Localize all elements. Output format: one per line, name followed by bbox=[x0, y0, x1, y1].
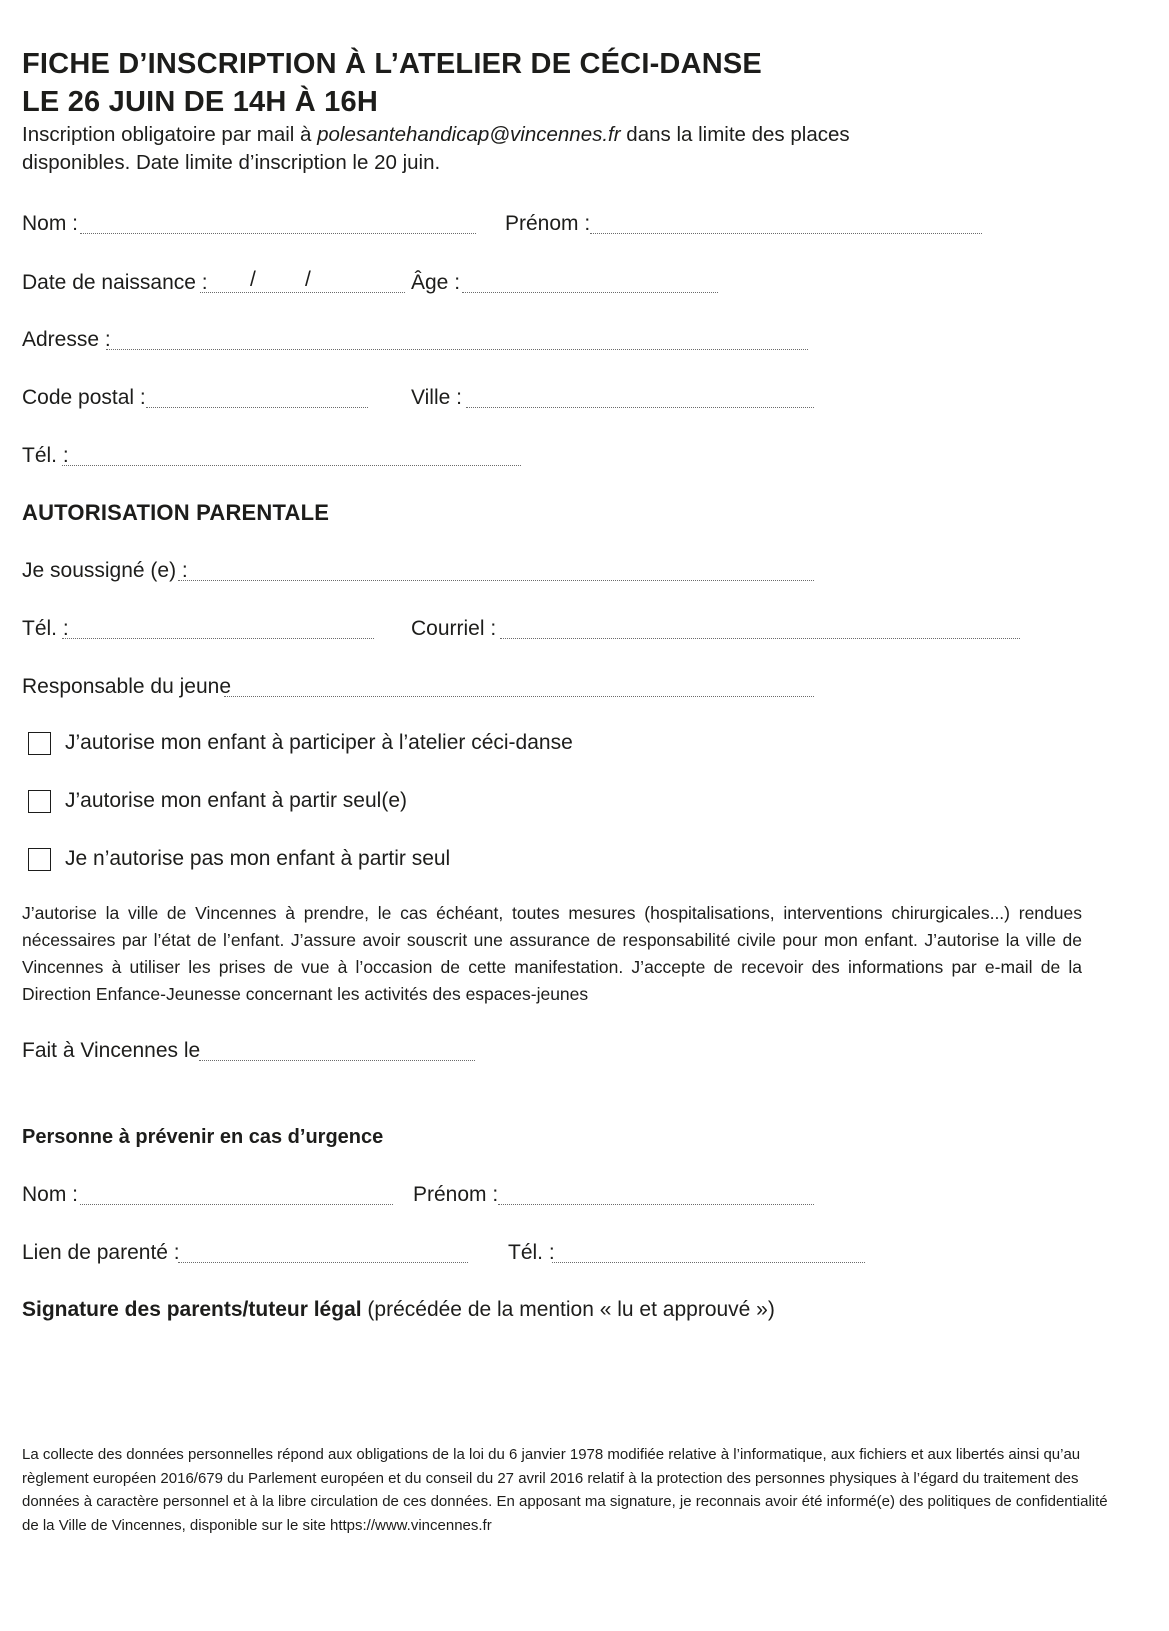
tel-label: Tél. : bbox=[22, 444, 69, 467]
fait-a-label: Fait à Vincennes le bbox=[22, 1039, 201, 1062]
date-separator: / bbox=[250, 268, 256, 291]
urgence-tel-field[interactable] bbox=[552, 1262, 865, 1263]
page-title: FICHE D’INSCRIPTION À L’ATELIER DE CÉCI-DANSE bbox=[22, 48, 762, 80]
prenom-field[interactable] bbox=[590, 233, 982, 234]
autorisation-paragraph: J’autorise la ville de Vincennes à prendre, le cas échéant, toutes mesures (hospitalisations, interventions chirurgicales...) rendues nécessaires par l’état de l’enfant. J’assure avoir souscrit une assurance de responsabilité civile pour mon enfant. J’autorise la ville de Vincennes à utiliser les prises de vue à l’occasion de cette manifestation. J’accepte de recevoir des informations par e-mail de la Direction Enfance-Jeunesse concernant les activités des espaces-jeunes bbox=[22, 903, 1082, 1004]
intro-suffix: dans la limite des places bbox=[620, 123, 850, 146]
intro-line-1 bbox=[22, 121, 850, 149]
urgence-prenom-label: Prénom : bbox=[413, 1183, 499, 1206]
code-postal-label: Code postal : bbox=[22, 386, 146, 409]
checkbox[interactable] bbox=[28, 732, 51, 755]
parent-tel-label: Tél. : bbox=[22, 617, 69, 640]
nom-field[interactable] bbox=[80, 233, 476, 234]
fait-a-field[interactable] bbox=[199, 1060, 475, 1061]
parent-tel-field[interactable] bbox=[62, 638, 374, 639]
option-label: Je n’autorise pas mon enfant à partir seul bbox=[65, 847, 451, 870]
urgence-nom-label: Nom : bbox=[22, 1183, 79, 1206]
checkbox[interactable] bbox=[28, 848, 51, 871]
page-subtitle: LE 26 JUIN DE 14H À 16H bbox=[22, 86, 378, 118]
option-label: J’autorise mon enfant à partir seul(e) bbox=[65, 789, 407, 812]
soussigne-field[interactable] bbox=[178, 580, 814, 581]
footer-legal-notice: La collecte des données personnelles répond aux obligations de la loi du 6 janvier 1978 modifiée relative à l’informatique, aux fichiers et aux libertés ainsi qu’au règlement européen 2016/679 du Parlement européen et du conseil du 27 avril 2016 relatif à la protection des personnes physiques à l’égard du traitement des données à caractère personnel et à la libre circulation de ces données. En apposant ma signature, je reconnais avoir été informé(e) des politiques de confidentialité de la Ville de Vincennes, disponible sur le site https://www.vincennes.fr bbox=[22, 1446, 1108, 1534]
responsable-field[interactable] bbox=[224, 696, 814, 697]
adresse-field[interactable] bbox=[106, 349, 808, 350]
checkbox[interactable] bbox=[28, 790, 51, 813]
option-ne-pas-partir-seul[interactable] bbox=[28, 847, 450, 871]
signature-mention: (précédée de la mention « lu et approuvé ») bbox=[361, 1298, 775, 1321]
prenom-label: Prénom : bbox=[505, 212, 591, 235]
courriel-label: Courriel : bbox=[411, 617, 497, 640]
option-participer[interactable] bbox=[28, 731, 573, 755]
signature-label: Signature des parents/tuteur légal bbox=[22, 1298, 362, 1321]
intro-line-2: disponibles. Date limite d’inscription le 20 juin. bbox=[22, 151, 441, 174]
adresse-label: Adresse : bbox=[22, 328, 111, 351]
ville-field[interactable] bbox=[466, 407, 814, 408]
responsable-label: Responsable du jeune bbox=[22, 675, 231, 698]
option-label: J’autorise mon enfant à participer à l’atelier céci-danse bbox=[65, 731, 573, 754]
intro-email[interactable]: polesantehandicap@vincennes.fr bbox=[317, 123, 621, 146]
date-naissance-field[interactable] bbox=[200, 292, 405, 293]
date-separator: / bbox=[305, 268, 311, 291]
date-naissance-label: Date de naissance : bbox=[22, 271, 208, 294]
soussigne-label: Je soussigné (e) : bbox=[22, 559, 188, 582]
autorisation-heading: AUTORISATION PARENTALE bbox=[22, 500, 330, 525]
option-partir-seul[interactable] bbox=[28, 789, 407, 813]
tel-field[interactable] bbox=[62, 465, 521, 466]
lien-parente-label: Lien de parenté : bbox=[22, 1241, 180, 1264]
age-field[interactable] bbox=[462, 292, 718, 293]
urgence-nom-field[interactable] bbox=[80, 1204, 393, 1205]
urgence-tel-label: Tél. : bbox=[508, 1241, 555, 1264]
intro-prefix: Inscription obligatoire par mail à bbox=[22, 123, 318, 146]
ville-label: Ville : bbox=[411, 386, 462, 409]
courriel-field[interactable] bbox=[500, 638, 1020, 639]
urgence-prenom-field[interactable] bbox=[498, 1204, 814, 1205]
age-label: Âge : bbox=[411, 271, 461, 294]
urgence-heading: Personne à prévenir en cas d’urgence bbox=[22, 1126, 384, 1148]
lien-parente-field[interactable] bbox=[178, 1262, 468, 1263]
code-postal-field[interactable] bbox=[146, 407, 368, 408]
signature-line bbox=[22, 1298, 775, 1322]
nom-label: Nom : bbox=[22, 212, 79, 235]
